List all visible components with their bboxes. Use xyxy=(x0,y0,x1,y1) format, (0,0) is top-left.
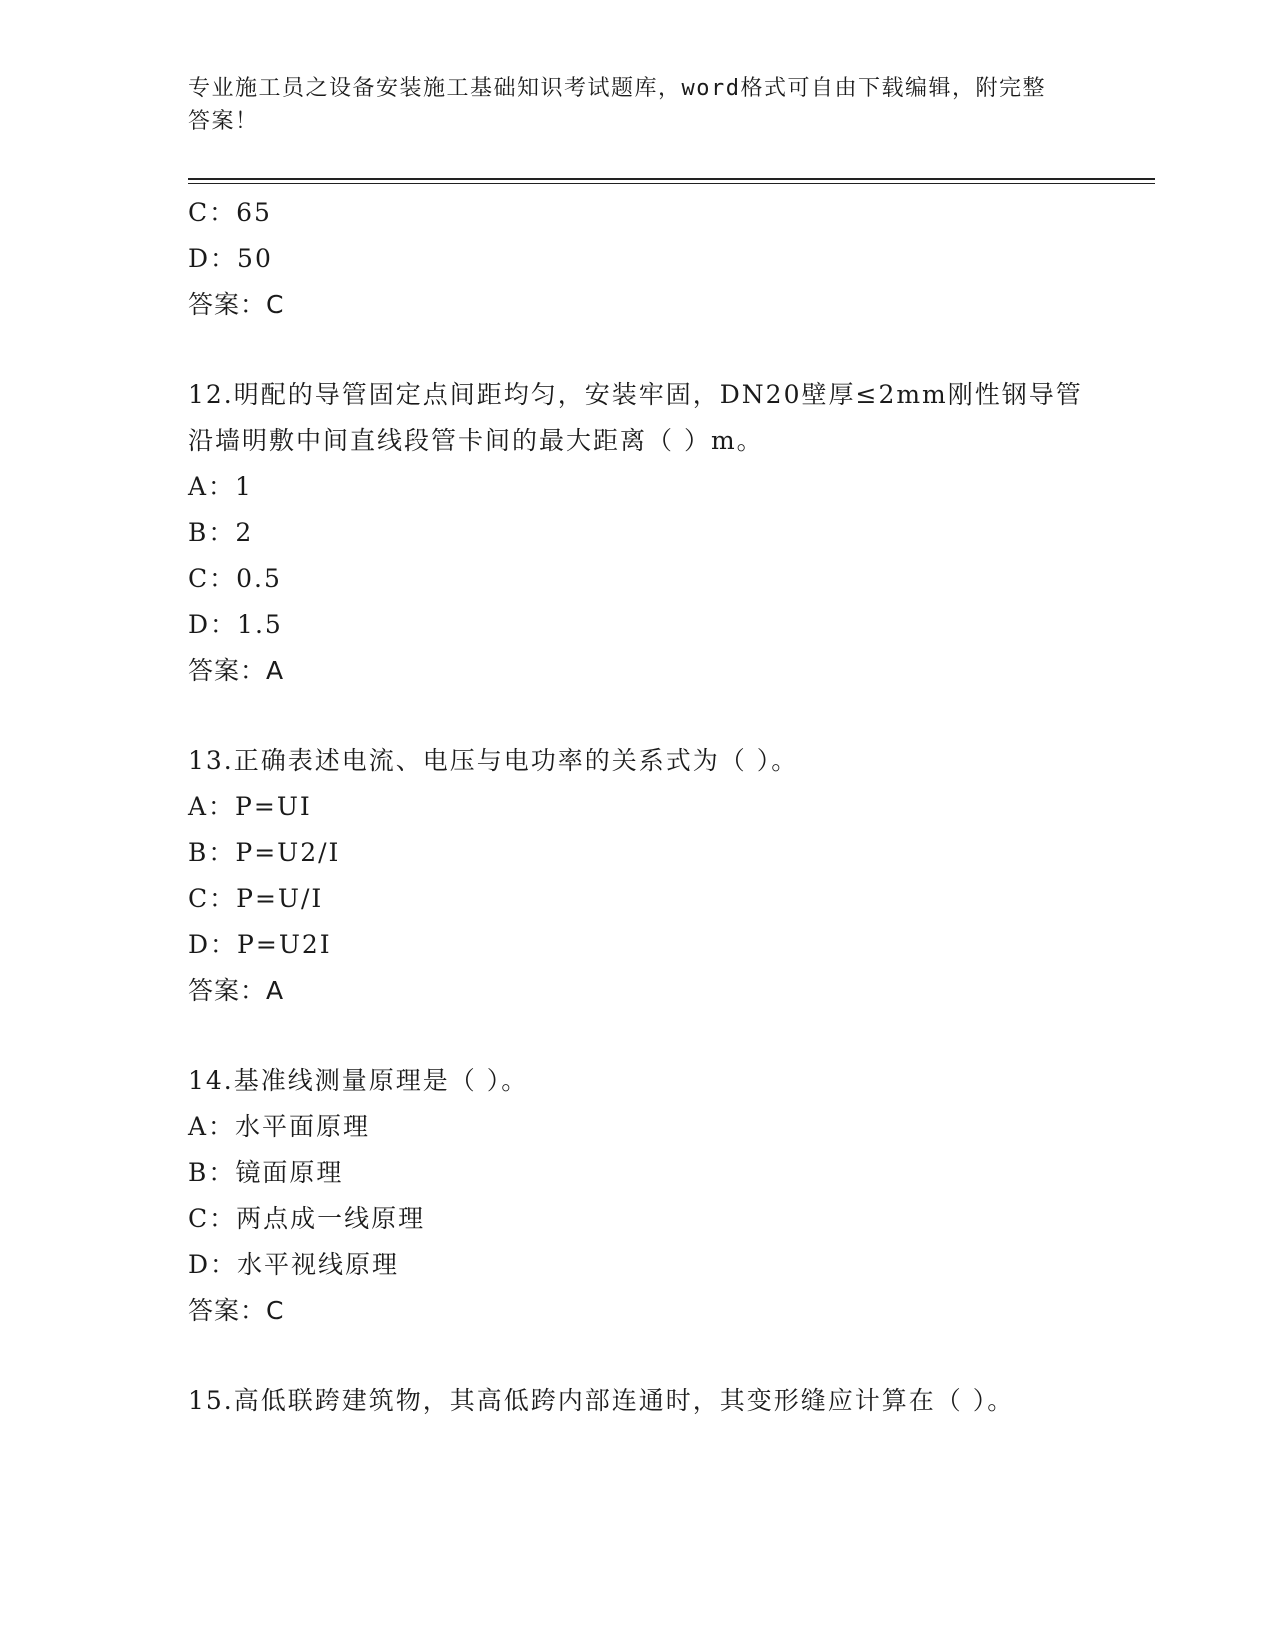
option-c: C：P=U/I xyxy=(188,884,324,913)
question-stem: 12.明配的导管固定点间距均匀，安装牢固，DN20壁厚≤2mm刚性钢导管沿墙明敷中间直线段管卡间的最大距离（ ）m。 xyxy=(188,380,1083,455)
header-divider-thin xyxy=(188,183,1155,184)
option-d: D：P=U2I xyxy=(188,930,332,959)
option-d: D：水平视线原理 xyxy=(188,1250,400,1279)
question-list xyxy=(188,190,1088,1424)
answer: 答案：C xyxy=(188,1296,285,1325)
document-header: 专业施工员之设备安装施工基础知识考试题库，word格式可自由下载编辑，附完整答案！ xyxy=(188,76,1046,134)
option-c: C：两点成一线原理 xyxy=(188,1204,426,1233)
question-stem: 14.基准线测量原理是（ ）。 xyxy=(188,1066,529,1095)
question-14 xyxy=(188,1058,1088,1334)
option-a: A：1 xyxy=(188,472,253,501)
question-15 xyxy=(188,1378,1088,1424)
answer: 答案：A xyxy=(188,976,285,1005)
question-11-continued xyxy=(188,190,1088,328)
option-b: B：镜面原理 xyxy=(188,1158,344,1187)
header-divider-thick xyxy=(188,178,1155,180)
answer: 答案：A xyxy=(188,656,285,685)
option-d: D：1.5 xyxy=(188,610,283,639)
question-stem: 15.高低联跨建筑物，其高低跨内部连通时，其变形缝应计算在（ ）。 xyxy=(188,1386,1015,1415)
question-12 xyxy=(188,372,1088,694)
option-c: C：0.5 xyxy=(188,564,282,593)
option-a: A：P=UI xyxy=(188,792,312,821)
question-13 xyxy=(188,738,1088,1014)
answer: 答案：C xyxy=(188,290,285,319)
option-c: C：65 xyxy=(188,198,272,227)
option-d: D：50 xyxy=(188,244,273,273)
option-a: A：水平面原理 xyxy=(188,1112,371,1141)
question-stem: 13.正确表述电流、电压与电功率的关系式为（ ）。 xyxy=(188,746,799,775)
option-b: B：2 xyxy=(188,518,254,547)
option-b: B：P=U2/I xyxy=(188,838,341,867)
